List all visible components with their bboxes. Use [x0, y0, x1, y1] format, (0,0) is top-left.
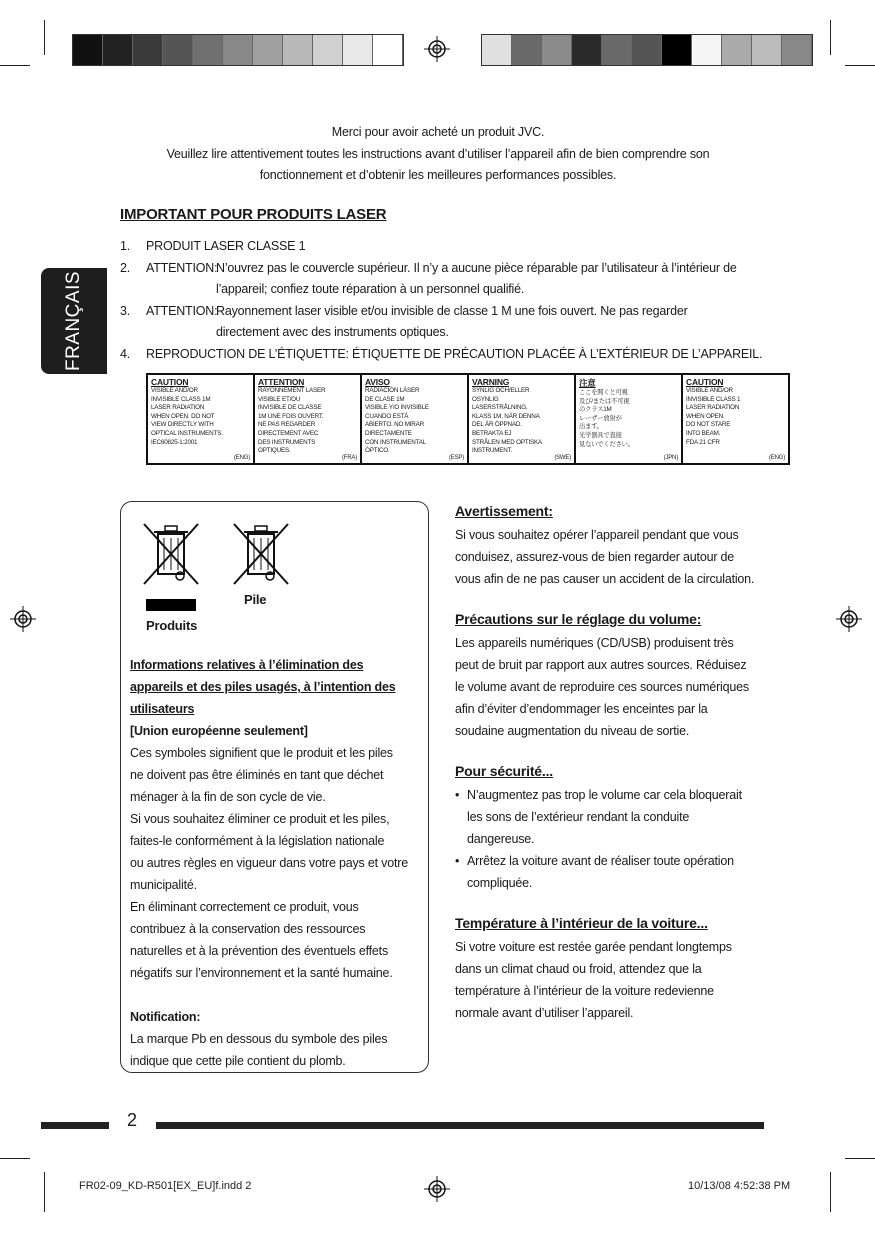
item-number: 4.: [120, 346, 131, 361]
page-number: 2: [127, 1110, 138, 1130]
laser-label-cell: [255, 375, 362, 463]
footer-filename: FR02-09_KD-R501[EX_EU]f.indd 2: [79, 1180, 252, 1192]
crop-mark: [0, 1158, 30, 1159]
color-swatch: [542, 35, 572, 65]
color-swatch: [632, 35, 662, 65]
item-text: [146, 236, 770, 258]
text-line: Rayonnement laser visible et/ou invisible de classe 1 M une fois ouvert. Ne pas regarder: [216, 303, 688, 318]
volume-text: [455, 632, 765, 742]
text-line: dans un climat chaud ou froid, attendez que la: [455, 962, 702, 976]
intro-line: Merci pour avoir acheté un produit JVC.: [331, 125, 545, 139]
laser-list-item: [120, 258, 770, 301]
crop-mark: [44, 20, 45, 55]
item-text: [216, 301, 770, 344]
color-bar-left: [72, 34, 404, 66]
text-line: ne doivent pas être éliminés en tant que déchet: [130, 768, 384, 782]
label-heading: ATTENTION: [258, 377, 305, 387]
heading-line: appareils et des piles usagés, à l’intention des: [130, 680, 396, 694]
text-line: naturelles et à la prévention des éventuels effets: [130, 944, 388, 958]
label-heading: CAUTION: [151, 377, 189, 387]
color-swatch: [752, 35, 782, 65]
text-line: • Arrêtez la voiture avant de réaliser toute opération: [467, 854, 734, 868]
temperature-title: Température à l’intérieur de la voiture...: [455, 915, 708, 931]
crossed-bin-battery-icon: [230, 520, 292, 590]
text-line: compliquée.: [467, 876, 533, 890]
text-line: contribuez à la conservation des ressources: [130, 922, 366, 936]
color-swatch: [782, 35, 812, 65]
item-label: ATTENTION:: [146, 303, 218, 318]
laser-section-title: IMPORTANT POUR PRODUITS LASER: [120, 206, 387, 223]
label-language: (ESP): [448, 455, 464, 461]
heading-line: Informations relatives à l’élimination des: [130, 658, 364, 672]
item-number: 3.: [120, 303, 131, 318]
disposal-paragraph: [130, 896, 420, 984]
label-body: RAYONNEMENT LASER VISIBLE ET/OU INVISIBLE DE CLASSE 1M UNE FOIS OUVERT. NE PAS REGARDER DIRECTEMENT AVEC DES INSTRUMENTS OPTIQUES.: [258, 387, 326, 455]
item-text: [216, 258, 770, 301]
label-body: RADIACIÓN LÁSER DE CLASE 1M VISIBLE Y/O INVISIBLE CUANDO ESTÁ ABIERTO. NO MIRAR DIRECTAMENTE CON INSTRUMENTAL ÓPTICO.: [365, 387, 429, 455]
language-tab: [41, 268, 107, 374]
text-line: N’ouvrez pas le couvercle supérieur. Il n’y a aucune pièce réparable par l’utilisateur à l’intérieur de: [216, 260, 737, 275]
label-language: (JPN): [663, 455, 678, 461]
color-swatch: [223, 35, 253, 65]
color-swatch: [283, 35, 313, 65]
item-number: 2.: [120, 260, 131, 275]
disposal-paragraph: [130, 742, 420, 808]
color-swatch: [602, 35, 632, 65]
page-rule-left: [41, 1122, 109, 1129]
laser-warning-labels: [146, 373, 790, 465]
text-line: ou autres règles en vigueur dans votre pays et votre: [130, 856, 408, 870]
intro-line: Veuillez lire attentivement toutes les instructions avant d’utiliser l’appareil afin de bien comprendre son: [166, 146, 710, 161]
crop-mark: [44, 1172, 45, 1212]
safety-bullet: [455, 850, 765, 894]
label-heading: AVISO: [365, 377, 390, 387]
text-line: peut de bruit par rapport aux autres sources. Réduisez: [455, 658, 747, 672]
label-heading: CAUTION: [686, 377, 724, 387]
registration-mark-icon: [10, 606, 36, 632]
item-text: [146, 344, 770, 366]
text-line: normale avant d’utiliser l’appareil.: [455, 1006, 634, 1020]
registration-mark-icon: [424, 36, 450, 62]
registration-mark-icon: [424, 1176, 450, 1202]
color-swatch: [133, 35, 163, 65]
volume-title: Précautions sur le réglage du volume:: [455, 611, 702, 627]
text-line: ménager à la fin de son cycle de vie.: [130, 790, 326, 804]
notification-line: La marque Pb en dessous du symbole des piles: [130, 1032, 388, 1046]
crop-mark: [830, 20, 831, 55]
text-line: négatifs sur l’environnement et la santé humaine.: [130, 966, 393, 980]
text-line: température à l’intérieur de la voiture redevienne: [455, 984, 714, 998]
laser-label-cell: [469, 375, 576, 463]
color-swatch: [73, 35, 103, 65]
color-swatch: [482, 35, 512, 65]
color-swatch: [512, 35, 542, 65]
label-body: SYNLIG OCH/ELLER OSYNLIG LASERSTRÅLNING, KLASS 1M, NÄR DENNA DEL ÄR ÖPPNAD. BETRAKTA EJ STRÅLEN MED OPTISKA INSTRUMENT.: [472, 387, 543, 455]
text-line: En éliminant correctement ce produit, vous: [130, 900, 359, 914]
disposal-subheading: [Union européenne seulement]: [130, 724, 308, 738]
disposal-paragraphs: [130, 742, 420, 984]
safety-list: [455, 784, 765, 894]
products-black-bar: [146, 599, 196, 611]
text-line: directement avec des instruments optiques.: [216, 325, 449, 339]
color-swatch: [662, 35, 692, 65]
label-body: VISIBLE AND/OR INVISIBLE CLASS 1M LASER RADIATION WHEN OPEN. DO NOT VIEW DIRECTLY WITH OPTICAL INSTRUMENTS. IEC60825-1:2001: [151, 387, 223, 446]
right-column: [455, 498, 765, 1040]
color-bar-right: [481, 34, 813, 66]
label-heading: VARNING: [472, 377, 510, 387]
text-line: dangereuse.: [467, 832, 535, 846]
item-number: 1.: [120, 239, 131, 253]
label-body: VISIBLE AND/OR INVISIBLE CLASS 1 LASER RADIATION WHEN OPEN. DO NOT STARE INTO BEAM. FDA 21 CFR: [686, 387, 741, 446]
disposal-text: [130, 654, 420, 1072]
text-line: REPRODUCTION DE L’ÉTIQUETTE: ÉTIQUETTE DE PRÉCAUTION PLACÉE À L’EXTÉRIEUR DE L’APPAREIL.: [146, 346, 763, 361]
color-swatch: [722, 35, 752, 65]
laser-list: [120, 236, 770, 365]
text-line: PRODUIT LASER CLASSE 1: [146, 239, 306, 253]
language-tab-label: FRANÇAIS: [63, 270, 84, 372]
color-swatch: [163, 35, 193, 65]
heading-line: utilisateurs: [130, 702, 195, 716]
text-line: faites-le conformément à la législation nationale: [130, 834, 385, 848]
text-line: Ces symboles signifient que le produit et les piles: [130, 746, 393, 760]
laser-label-cell: [576, 375, 683, 463]
text-line: municipalité.: [130, 878, 197, 892]
intro-line: fonctionnement et d’obtenir les meilleures performances possibles.: [259, 168, 617, 182]
color-swatch: [253, 35, 283, 65]
crossed-bin-products-icon: [140, 520, 202, 590]
warning-text: [455, 524, 765, 590]
text-line: le volume avant de reproduire ces sources numériques: [455, 680, 749, 694]
label-language: (ENG): [769, 455, 785, 461]
crop-mark: [830, 1172, 831, 1212]
text-line: l’appareil; confiez toute réparation à un personnel qualifié.: [216, 282, 525, 296]
color-swatch: [103, 35, 133, 65]
text-line: Les appareils numériques (CD/USB) produisent très: [455, 636, 734, 650]
laser-label-cell: [362, 375, 469, 463]
notification-title: Notification:: [130, 1010, 201, 1024]
safety-bullet: [455, 784, 765, 850]
battery-label: Pile: [244, 592, 267, 607]
footer-date: 10/13/08 4:52:38 PM: [688, 1180, 791, 1192]
laser-label-cell: [148, 375, 255, 463]
safety-title: Pour sécurité...: [455, 763, 553, 779]
products-label: Produits: [146, 618, 198, 633]
intro-text: [120, 122, 756, 187]
color-swatch: [692, 35, 722, 65]
label-heading: 注意: [579, 378, 596, 388]
laser-list-item: [120, 301, 770, 344]
laser-label-cell: [683, 375, 788, 463]
label-language: (FRA): [342, 455, 357, 461]
color-swatch: [343, 35, 373, 65]
item-label: ATTENTION:: [146, 260, 218, 275]
disposal-heading: [130, 654, 420, 720]
temperature-text: [455, 936, 765, 1024]
page-rule-right: [156, 1122, 764, 1129]
label-language: (SWE): [554, 455, 571, 461]
color-swatch: [572, 35, 602, 65]
warning-title: Avertissement:: [455, 503, 553, 519]
text-line: afin d’éviter d’endommager les enceintes par la: [455, 702, 708, 716]
text-line: Si votre voiture est restée garée pendant longtemps: [455, 940, 732, 954]
laser-list-item: [120, 344, 770, 366]
color-swatch: [193, 35, 223, 65]
laser-list-item: [120, 236, 770, 258]
disposal-paragraph: [130, 808, 420, 896]
crop-mark: [845, 65, 875, 66]
notification-line: indique que cette pile contient du plomb.: [130, 1054, 346, 1068]
crop-mark: [845, 1158, 875, 1159]
text-line: vous afin de ne pas causer un accident de la circulation.: [455, 572, 755, 586]
label-language: (ENG): [234, 455, 250, 461]
text-line: soudaine augmentation du niveau de sortie.: [455, 724, 690, 738]
text-line: • N’augmentez pas trop le volume car cela bloquerait: [467, 788, 742, 802]
color-swatch: [313, 35, 343, 65]
text-line: Si vous souhaitez opérer l’appareil pendant que vous: [455, 528, 739, 542]
registration-mark-icon: [836, 606, 862, 632]
label-body: ここを開くと可視 及び/または不可視 のクラス1M レーザー放射が 出ます。 光学器具で直接 見ないでください。: [579, 389, 634, 448]
color-swatch: [373, 35, 403, 65]
crop-mark: [0, 65, 30, 66]
text-line: les sons de l’extérieur rendant la conduite: [467, 810, 690, 824]
text-line: conduisez, assurez-vous de bien regarder autour de: [455, 550, 735, 564]
text-line: Si vous souhaitez éliminer ce produit et les piles,: [130, 812, 390, 826]
